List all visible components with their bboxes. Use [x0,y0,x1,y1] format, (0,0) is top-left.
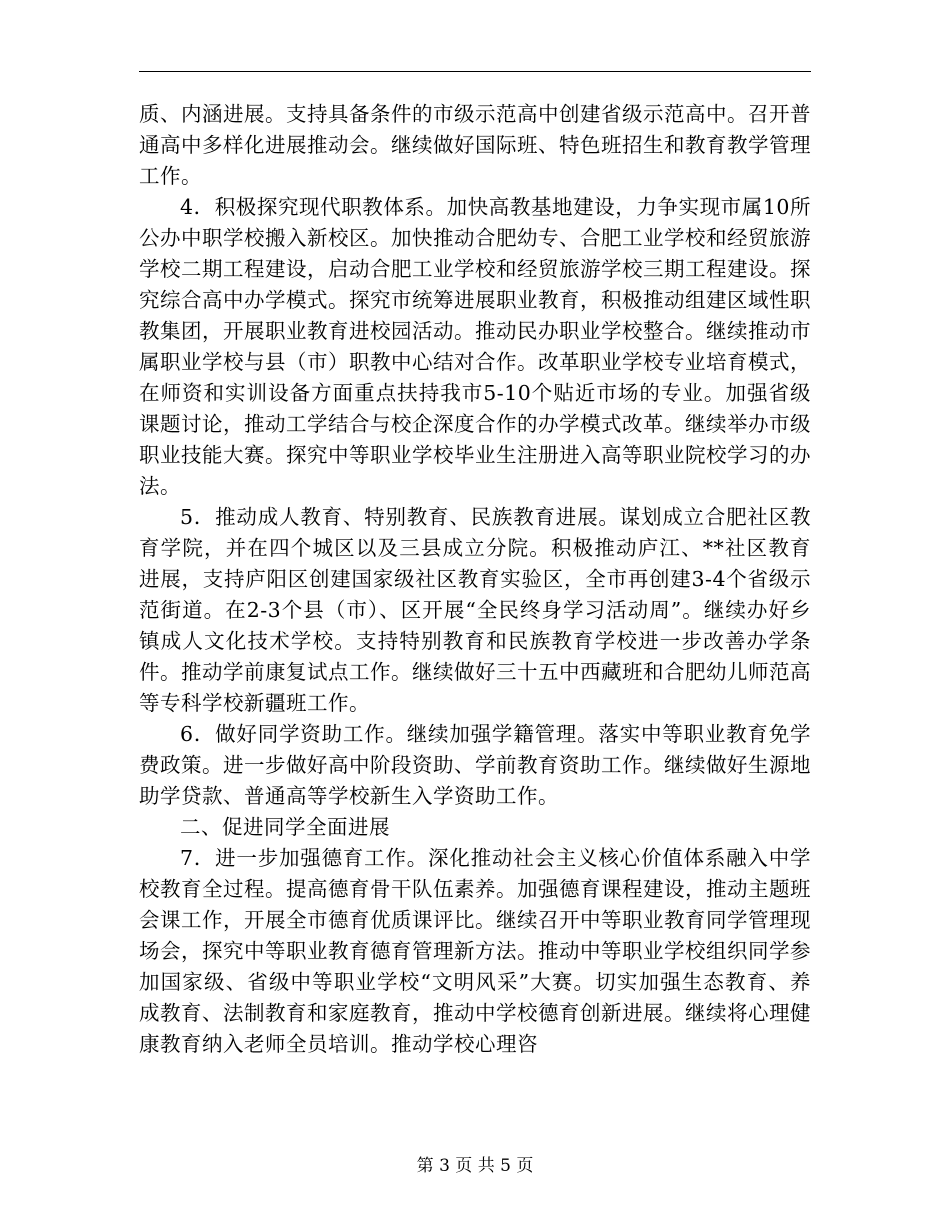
paragraph-item-6: 6．做好同学资助工作。继续加强学籍管理。落实中等职业教育免学费政策。进一步做好高中阶段资助、学前教育资助工作。继续做好生源地助学贷款、普通高等学校新生入学资助工作。 [139,722,811,808]
section-heading: 二、促进同学全面进展 [180,815,390,839]
document-body [139,99,811,1060]
page-footer: 第 3 页 共 5 页 [416,1156,534,1176]
paragraph-continuation: 质、内涵进展。支持具备条件的市级示范高中创建省级示范高中。召开普通高中多样化进展推动会。继续做好国际班、特色班招生和教育教学管理工作。 [139,102,811,188]
paragraph-item-4: 4．积极探究现代职教体系。加快高教基地建设，力争实现市属10所公办中职学校搬入新校区。加快推动合肥幼专、合肥工业学校和经贸旅游学校二期工程建设，启动合肥工业学校和经贸旅游学校三期工程建设。探究综合高中办学模式。探究市统筹进展职业教育，积极推动组建区域性职教集团，开展职业教育进校园活动。推动民办职业学校整合。继续推动市属职业学校与县（市）职教中心结对合作。改革职业学校专业培育模式，在师资和实训设备方面重点扶持我市5-10个贴近市场的专业。加强省级课题讨论，推动工学结合与校企深度合作的办学模式改革。继续举办市级职业技能大赛。探究中等职业学校毕业生注册进入高等职业院校学习的办法。 [139,195,811,498]
paragraph-item-5: 5．推动成人教育、特别教育、民族教育进展。谋划成立合肥社区教育学院，并在四个城区以及三县成立分院。积极推动庐江、**社区教育进展，支持庐阳区创建国家级社区教育实验区，全市再创建3-4个省级示范街道。在2-3个县（市）、区开展“全民终身学习活动周”。继续办好乡镇成人文化技术学校。支持特别教育和民族教育学校进一步改善办学条件。推动学前康复试点工作。继续做好三十五中西藏班和合肥幼儿师范高等专科学校新疆班工作。 [139,505,811,715]
paragraph-item-7: 7．进一步加强德育工作。深化推动社会主义核心价值体系融入中学校教育全过程。提高德育骨干队伍素养。加强德育课程建设，推动主题班会课工作，开展全市德育优质课评比。继续召开中等职业教育同学管理现场会，探究中等职业教育德育管理新方法。推动中等职业学校组织同学参加国家级、省级中等职业学校“文明风采”大赛。切实加强生态教育、养成教育、法制教育和家庭教育，推动中学校德育创新进展。继续将心理健康教育纳入老师全员培训。推动学校心理咨 [139,846,811,1056]
header-rule [139,71,811,72]
